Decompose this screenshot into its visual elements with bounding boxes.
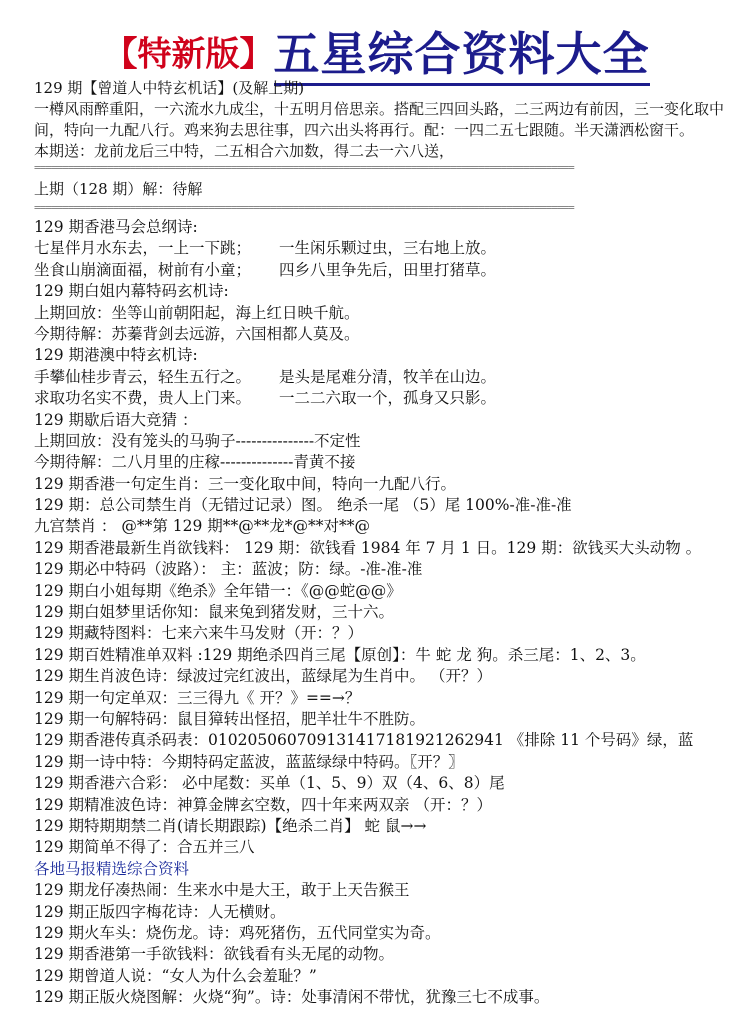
info-line [34,516,746,537]
info-line-text: 129 期简单不得了：合五并三八 [34,838,255,857]
info-line [34,837,746,858]
info-line [34,880,746,901]
info-line [34,966,746,987]
page-header [0,18,753,84]
info-line-text: 上期回放：坐等山前朝阳起，海上红日映千航。 [34,303,360,322]
info-line [34,752,746,773]
info-line [34,367,746,388]
separator-line: ================================================================================================ [34,202,574,213]
info-line-text: 129 期：总公司禁生肖（无错过记录）图。 绝杀一尾 （5）尾 100%-准-准-准 [34,496,572,515]
info-line [34,303,746,324]
info-line-text: 求取功名实不费，贵人上门来。 [34,389,252,408]
info-line-text: 手攀仙桂步青云，轻生五行之。 [34,367,252,386]
info-line [34,410,746,431]
section-heading [34,859,746,880]
info-line-text: 129 期一句定单双：三三得九《 开？》==→？ [34,688,361,707]
info-line-text: 今期待解：二八月里的庄稼--------------青黄不接 [34,453,356,472]
info-line [34,902,746,923]
info-list [34,217,746,1008]
info-line-text: 129 期白小姐每期《绝杀》全年错一：《@@蛇@@》 [34,581,402,600]
info-line-text: 129 期香港一句定生肖：三一变化取中间，特向一九配八行。 [34,474,457,493]
info-line-text: 各地马报精选综合资料 [34,859,190,878]
info-line [34,538,746,559]
info-line-text: 129 期火车头：烧伤龙。诗：鸡死猪伤，五代同堂实为奇。 [34,923,441,942]
info-line [34,217,746,238]
info-line [34,281,746,302]
info-line-text: 129 期白姐内幕特码玄机诗: [34,282,229,301]
info-line [34,816,746,837]
info-line-text: 129 期藏特图料：七来六来牛马发财（开：？） [34,624,364,643]
info-line-text: 今期待解：苏蓁背剑去远游，六国相都人莫及。 [34,324,360,343]
info-line-second-half: 一生闲乐颗过虫，三右地上放。 [279,239,497,258]
info-line [34,345,746,366]
info-line [34,666,746,687]
info-line [34,923,746,944]
info-line-text: 129 期一句解特码：鼠目獐转出怪招，肥羊壮牛不胜防。 [34,709,426,728]
info-line-text: 129 期正版火烧图解：火烧“狗”。诗：处事清闲不带忧，犹豫三七不成事。 [34,988,550,1007]
info-line-text: 129 期歇后语大竞猜 ： [34,410,198,429]
info-line [34,795,746,816]
last-period-line: 上期（128 期）解：待解 [34,180,203,198]
info-line-text: 九宫禁肖 ： @**第 129 期**@**龙*@**对**@ [34,517,371,536]
page-title: 五星综合资料大全 [274,27,650,86]
info-line [34,730,746,751]
intro-poem: 一樽风雨醉重阳，一六流水九成尘，十五明月倍思亲。搭配三四回头路，二三两边有前因，三一变化取中间，特向一九配八行。鸡来狗去思往事，四六出头将再行。配：一四二五七跟随。半天潇洒松窗干。 [34,100,725,139]
info-line-text: 129 期曾道人说：“女人为什么会羞耻？” [34,966,317,985]
info-line [34,260,746,281]
info-line-second-half: 是头是尾难分清，牧羊在山边。 [279,367,497,386]
edition-badge: 【特新版】 [103,34,274,75]
info-line-text: 坐食山崩滴面福，树前有小童； [34,260,252,279]
info-line [34,559,746,580]
info-line [34,944,746,965]
this-period-line: 本期送：龙前龙后三中特，二五相合六加数，得二去一六八送， [34,142,455,160]
info-line-text: 129 期香港最新生肖欲钱料： 129 期：欲钱看 1984 年 7 月 1 日。129 期：欲钱买大头动物 。 [34,538,702,557]
info-line-second-half: 一二二六取一个，孤身又只影。 [279,389,497,408]
info-line-text: 129 期精准波色诗：神算金牌玄空数，四十年来两双亲 （开：？） [34,795,492,814]
separator-line: ================================================================================================ [34,162,574,173]
document-body [34,78,746,1008]
info-line-text: 129 期香港马会总纲诗: [34,218,198,236]
info-line [34,324,746,345]
intro-heading: 129 期【曾道人中特玄机话】(及解上期) [34,79,305,97]
info-line-text: 129 期白姐梦里话你知：鼠来兔到猪发财，三十六。 [34,603,395,622]
info-line [34,688,746,709]
info-line-text: 129 期生肖波色诗：绿波过完红波出，蓝绿尾为生肖中。 （开？） [34,667,492,686]
info-line-text: 129 期港澳中特玄机诗: [34,346,198,365]
info-line [34,602,746,623]
info-line [34,581,746,602]
info-line-text: 129 期香港第一手欲钱料：欲钱看有头无尾的动物。 [34,945,395,964]
info-line-text: 上期回放：没有笼头的马驹子---------------不定性 [34,431,361,450]
info-line [34,623,746,644]
info-line-text: 129 期龙仔凑热闹：生来水中是大王，敢于上天告猴王 [34,881,410,900]
info-line [34,452,746,473]
info-line [34,388,746,409]
info-line-second-half: 四乡八里争先后，田里打猪草。 [279,260,497,279]
info-line [34,987,746,1008]
info-line-text: 129 期香港六合彩： 必中尾数：买单（1、5、9）双（4、6、8）尾 [34,774,505,793]
info-line [34,495,746,516]
info-line-text: 129 期必中特码（波路）： 主：蓝波；防：绿。-准-准-准 [34,560,423,579]
info-line [34,238,746,259]
info-line [34,645,746,666]
info-line [34,709,746,730]
info-line-text: 129 期正版四字梅花诗：人无横财。 [34,902,286,921]
info-line-text: 129 期香港传真杀码表：0102050607091314171819212629​41 《排除 11 个号码》绿，蓝 [34,731,694,750]
info-line-text: 七星伴月水东去，一上一下跳； [34,239,252,258]
info-line-text: 129 期百姓精准单双料 :129 期绝杀四肖三尾【原创】：牛 蛇 龙 狗。杀三尾：1、2、3。 [34,645,646,664]
info-line [34,773,746,794]
info-line-text: 129 期一诗中特：今期特码定蓝波，蓝蓝绿绿中特码。〖开？〗 [34,752,464,771]
info-line [34,431,746,452]
info-line [34,474,746,495]
info-line-text: 129 期特期期禁二肖(请长期跟踪)【绝杀二肖】 蛇 鼠→→ [34,816,427,835]
